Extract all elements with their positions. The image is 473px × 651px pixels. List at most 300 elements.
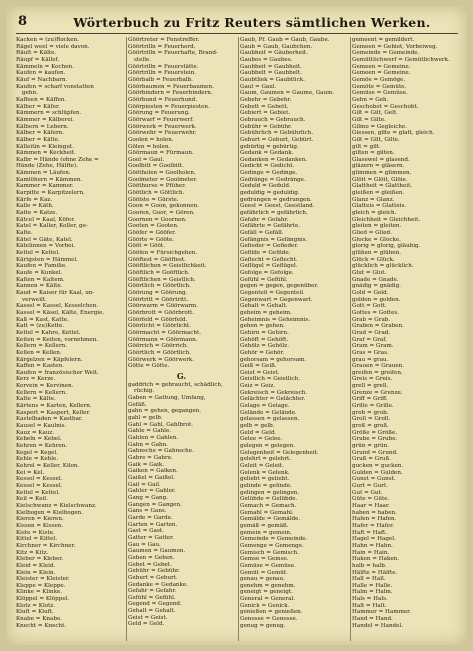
entry-line: gehn. (22, 90, 38, 97)
entry-line: Gaben = Gattung, Umfang, (128, 395, 206, 402)
entry-line: Goornen = Goornen. (128, 216, 187, 223)
entry-line: Kämmer = Kälberei. (16, 116, 75, 123)
entry-line: Glocke = Glocke. (352, 236, 401, 243)
entry-line: Gebiert = Gebiet. (240, 110, 291, 117)
entry-line: Gehn = Geh. (352, 96, 389, 103)
entry-line: Hain = Hain. (352, 549, 390, 556)
entry-line: Gunst = Gunst. (352, 476, 396, 483)
entry-line: Kaufen = Familie. (16, 263, 67, 270)
entry-line: gahn = gehen, gegangen. (128, 408, 202, 415)
entry-line: geduldig = geduldig. (240, 190, 300, 197)
entry-line: Geiß = Geiß. (240, 363, 277, 370)
entry-line: golden = golden. (352, 296, 401, 303)
entry-line: Gras = Gras. (352, 349, 389, 356)
entry-line: Handel = Handel. (352, 622, 404, 629)
entry-line: Gemälde = Gemälde. (240, 516, 301, 523)
entry-line: Gangen = Gangen. (128, 501, 182, 508)
entry-line: Gehör = Gehör. (240, 349, 285, 356)
entry-line: Kittel = Kittel. (16, 536, 58, 543)
entry-line: Gefilde = Gefilde. (240, 250, 291, 256)
entry-line: Göörwerk = Feuerwerk. (128, 123, 197, 130)
entry-line: Kaß = Kast, Katte. (16, 316, 69, 323)
entry-line: Gööfen = Fürsichgehen. (128, 250, 198, 256)
entry-line: Kälbern = Lebern. (16, 123, 69, 130)
entry-line: Gruß = Gruß. (352, 456, 391, 463)
entry-line: Gaiken = Gaiken. (128, 468, 178, 475)
entry-line: gemäß = gemäß. (240, 522, 289, 529)
entry-line: Kassel = Käsel, Kälte, Energie. (16, 309, 105, 316)
entry-line: Genosse = Genosse. (240, 616, 298, 623)
entry-line: gemein = gemein. (240, 529, 292, 536)
entry-line: Kalte. (16, 230, 33, 237)
entry-line: Gaubbelt = Gaubbelt. (240, 70, 302, 77)
entry-line: Kaufen = französischer Welt. (16, 369, 99, 376)
entry-line: Glück = Glück. (352, 256, 395, 263)
entry-line: Gemeinde = Gemeinde. (352, 50, 420, 57)
entry-line: grob = grob. (352, 409, 389, 416)
entry-line: Haken = Haken. (352, 556, 400, 563)
entry-line: gebürtig = gebürtig. (240, 143, 299, 150)
column-divider (350, 37, 351, 641)
entry-line: Kämmern = schlüpfen. (16, 110, 82, 117)
entry-line: Glut = Glut. (352, 269, 387, 276)
entry-line: Genick = Genick. (240, 602, 290, 609)
entry-line: Gulden = Gulden. (352, 469, 403, 476)
entry-line: gelinde = gelinde. (240, 482, 292, 489)
column-divider (126, 37, 127, 641)
entry-line: Groll = Groll. (352, 416, 391, 423)
entry-line: Giessen, gilte = glatt, gleich. (352, 130, 435, 137)
entry-line: Källeitin = Kleingut. (16, 143, 74, 150)
entry-line: Kleber = Kleber. (16, 556, 64, 563)
entry-line: rüchig. (134, 388, 155, 395)
entry-line: Gedanken = Gedanken. (240, 156, 308, 163)
entry-line: grün = grün. (352, 443, 389, 450)
entry-line: Gehöft = Gehöft. (240, 336, 289, 343)
entry-line: Haft = Haft. (352, 529, 388, 536)
entry-line: Klotz = Klotz. (16, 602, 56, 609)
entry-line: Kätcel = Kaal, Köfer. (16, 216, 76, 223)
entry-line: Kielschwanz = Kielschwanz. (16, 502, 97, 509)
entry-line: genug = genug. (240, 622, 286, 629)
entry-line: Griff = Griff. (352, 396, 388, 403)
entry-line: Gahn = Gahn. (128, 441, 169, 448)
entry-line: Göörbaumen = Feuerbaumen. (128, 83, 214, 90)
entry-line: Göörmann = Göörmann. (128, 336, 198, 343)
entry-line: gelegen = gelegen. (240, 443, 295, 450)
entry-line: G. (176, 370, 187, 381)
entry-line: Gehölz = Gehölz. (240, 343, 289, 350)
entry-line: General = General. (240, 596, 296, 603)
entry-line: Geistlich = Geistlich. (240, 376, 301, 383)
entry-line: Gut = Gut. (352, 489, 383, 496)
entry-line: Göörwarf = Feuerwerf. (128, 116, 194, 123)
entry-line: Kalbr = Hände (ohne Zehe = (16, 156, 99, 163)
entry-line: Göörung = Feuerung. (128, 110, 190, 117)
entry-line: Gau = Gau. (128, 541, 161, 548)
entry-line: Grauen = Grauen. (352, 363, 405, 370)
entry-line: Gebrauch = Gebrauch. (240, 116, 306, 123)
entry-line: Gedicht = Gedicht. (240, 163, 295, 170)
entry-line: Kausel = Kaulnis. (16, 423, 67, 430)
entry-line: Geburt = Geburt, Gebürt. (240, 136, 314, 143)
entry-line: Gans = Gans. (128, 508, 167, 515)
entry-line: Geschobet = Geschobt. (352, 103, 419, 110)
entry-line: Göörbindern = Feuerbindern. (128, 90, 213, 97)
entry-line: Graf = Graf. (352, 336, 387, 343)
entry-line: Räupf = Källef. (16, 56, 60, 63)
entry-line: Gefieder = Gefieder. (240, 243, 299, 250)
entry-line: Gram = Gram. (352, 343, 394, 350)
entry-line: Göörpiesten = Feuerpiesten. (128, 103, 210, 110)
entry-line: Gedank = Gedank. (240, 150, 294, 157)
entry-line: Gefahr = Gefahr. (128, 588, 177, 595)
entry-line: gelassen = gelassen. (240, 416, 300, 423)
entry-line: Gaubtliek = Gaubtlick. (240, 76, 305, 83)
entry-line: gedrungen = gedrungen. (240, 196, 312, 203)
entry-line: Kaufe = Kunkel. (16, 269, 63, 276)
entry-line: Geflügel = Geflügel. (240, 263, 298, 270)
entry-line: Kämmen = Läufen. (16, 170, 71, 177)
entry-line: Grad = Grad. (352, 329, 391, 336)
entry-line: Geleit = Geleit. (240, 463, 284, 469)
entry-line: Hände (Zehe, Hälfte). (16, 163, 78, 170)
entry-line: Kacken = (zu)Rocken. (16, 37, 79, 43)
entry-line: gleißen = gleißen. (352, 190, 405, 197)
entry-line: Kebeln = Kebel. (16, 436, 62, 443)
entry-line: grell = grell. (352, 383, 389, 390)
entry-line: Göörtreter = Fenstreffer. (128, 37, 200, 43)
entry-line: Gelage = Gelage. (240, 403, 290, 410)
entry-line: Rägel weel = viele davon. (16, 43, 90, 50)
entry-line: Gahnsche = Gahnsche. (128, 448, 194, 455)
entry-line: Grube = Grube. (352, 436, 398, 443)
entry-line: genehm = genehm. (240, 582, 296, 589)
entry-line: verweilt. (22, 296, 47, 303)
entry-line: Hand = Hand. (352, 616, 393, 623)
entry-line: Halle = Halle. (352, 582, 393, 589)
entry-line: Gang = Gang. (128, 494, 168, 501)
entry-line: Kieren = Kieren. (16, 516, 64, 523)
entry-line: Gedränge = Gedränge. (240, 176, 306, 183)
entry-line: Kärtgsten = Hämmel. (16, 256, 78, 263)
entry-line: Gool = Gaul. (128, 156, 165, 163)
entry-line: Gemüse = Gemüse. (240, 562, 296, 569)
entry-line: gaddrich = gebraucht, schädlich, (128, 381, 223, 388)
entry-line: glimmen = glimmen. (352, 170, 412, 177)
entry-line: Gehirn = Gehirn. (240, 329, 289, 336)
entry-line: Göötholen = Goolholen. (128, 170, 196, 177)
header-rule (16, 33, 458, 34)
entry-line: Gemeinde = Gemeinde. (240, 536, 308, 543)
entry-line: Kleister = Kleister. (16, 576, 70, 583)
entry-line: gnädig = gnädig. (352, 283, 401, 290)
entry-line: Geest = Geest, Geestland. (240, 203, 315, 210)
entry-line: Geld = Geld. (240, 429, 277, 436)
entry-line: Glöit = Glöit, Glöie. (352, 176, 408, 183)
entry-line: Kärfe = Kaz. (16, 196, 53, 203)
entry-line: Göörwerk = Göörwerk. (128, 356, 195, 363)
entry-line: Klöppel = Klöppel. (16, 596, 70, 603)
entry-line: genau = genau. (240, 576, 285, 583)
entry-line: Götte = Götte. (128, 363, 170, 370)
entry-line: Geheimnis = Geheimnis. (240, 316, 311, 323)
entry-line: Kätel = Gäte, Katel. (16, 236, 73, 243)
entry-line: Gahle = Gahle. (128, 428, 172, 435)
entry-line: Hammer = Hammer. (352, 609, 412, 616)
entry-line: Geflecht = Geflecht. (240, 256, 298, 263)
entry-line: Kauz = Kauz. (16, 429, 55, 436)
entry-line: Graben = Graben. (352, 323, 404, 330)
entry-line: Kerz = Kerze. (16, 376, 56, 383)
entry-line: Gedanke = Gedanke. (128, 581, 189, 588)
entry-line: Göörte = Gööte. (128, 236, 175, 243)
entry-line: Göölste = Gürste. (128, 196, 179, 203)
entry-line: Gahre = Gahre. (128, 455, 173, 462)
entry-line: Gööftlichen = Geistlichkeit. (128, 263, 207, 270)
entry-line: Kleid = Kleid. (16, 562, 56, 569)
entry-line: Gahler = Gahler. (128, 488, 176, 495)
entry-line: Gemüt = Gemüt. (240, 569, 288, 576)
entry-line: Gefäll = Gefäll. (240, 230, 284, 237)
entry-line: Kessel = Kessel. (16, 476, 63, 483)
entry-line: Gefährte = Gefährte. (240, 223, 301, 230)
entry-line: Kitz = Kitz. (16, 549, 49, 556)
entry-line: gelehrt = gelehrt. (240, 456, 292, 463)
entry-line: Göörmaun = Fürmaun. (128, 150, 194, 157)
entry-line: glühen = glühen. (352, 250, 401, 256)
entry-line: Kehle = Kehle. (16, 456, 59, 463)
entry-line: Gilt = Gilt, Gelt. (352, 110, 398, 117)
entry-line: genießen = genießen. (240, 609, 303, 616)
entry-line: Kel = Kel. (16, 469, 45, 476)
entry-line: Glattheit = Glattheit. (352, 183, 413, 190)
entry-line: Kehren = Kehren. (16, 443, 68, 450)
entry-line: Halm = Halm. (352, 589, 393, 596)
entry-line: Gaum, Gaumen = Gaume, Gaum. (240, 90, 335, 97)
column-3 (240, 37, 347, 641)
entry-line: Kettel = Kettel. (16, 250, 60, 256)
entry-line: Kalten = Kaltem. (16, 276, 65, 283)
page-title: Wörterbuch zu Fritz Reuters sämtlichen Werken. (73, 15, 431, 30)
entry-line: Kassel = Kassel, Kesselchen. (16, 303, 99, 310)
entry-line: Göörwehr = Feuerwehr. (128, 130, 197, 137)
entry-line: Göötlich = Göttlich. (128, 190, 185, 197)
entry-line: Gaubes = Gaubes. (240, 56, 293, 63)
entry-line: Gemeen = Gebiet, Vorbeiweg. (352, 43, 438, 50)
entry-line: Göörbund = Feuerhund. (128, 96, 198, 103)
entry-line: Kälber = Käfern. (16, 130, 65, 137)
entry-line: Größe = Größe. (352, 429, 398, 436)
entry-line: Käuf = Nachbarn. (16, 76, 68, 83)
entry-line: Kellern = Kellern. (16, 343, 68, 350)
entry-line: Hals = Hals. (352, 596, 388, 603)
entry-line: Kluft = Kluft. (16, 609, 54, 616)
entry-line: Gebett = Gebett. (240, 103, 289, 110)
entry-line: gucken = gucken. (352, 463, 404, 469)
entry-line: Gold = Gold. (352, 289, 389, 296)
entry-line: Gelenk = Gelenk. (240, 469, 290, 476)
entry-line: Geduld = Geduld. (240, 183, 291, 190)
page-header (16, 14, 458, 32)
entry-line: Gööftest = Gööftest. (128, 256, 186, 263)
entry-line: Kaufen = kaufen. (16, 70, 66, 77)
entry-line: Keiten = Keiten, vornehmen. (16, 336, 99, 343)
entry-line: Knabe = Knabe. (16, 616, 63, 623)
entry-line: Kätelinnen = Vorbei. (16, 243, 76, 250)
entry-line: Gebehr = Gebehr. (240, 96, 292, 103)
entry-line: Kämmen = Keckheit. (16, 150, 76, 157)
entry-line: Gööt = Gööt. (128, 243, 165, 250)
entry-line: gläzern = gläsern. (352, 163, 405, 170)
entry-line: Gegend = Gegend. (128, 601, 182, 608)
entry-line: Gelände = Gelände. (240, 409, 297, 416)
entry-line: Kaspert = Kaspert, Keller. (16, 409, 91, 416)
entry-line: Gölen = holen. (128, 143, 171, 150)
entry-line: Knecht = Knecht. (16, 622, 67, 629)
entry-line: Gemöe = Gemöge. (352, 76, 406, 83)
entry-line: gilten = gilten. (352, 150, 395, 157)
entry-line: Göörmacht = Göörmacht. (128, 329, 202, 336)
entry-line: Gemse = Gemse. (240, 556, 289, 563)
entry-line: geliebt = geliebt. (240, 476, 290, 483)
entry-line: Grund = Grund. (352, 449, 398, 456)
entry-line: Grille = Grille. (352, 403, 394, 410)
column-divider (238, 37, 239, 641)
entry-line: Gaumen = Gaumen. (128, 548, 186, 555)
entry-line: Göörbalb = Feuerbalb. (128, 76, 193, 83)
entry-line: gilt = gilt. (352, 143, 381, 150)
entry-line: gehorsam = gehorsam. (240, 356, 307, 363)
entry-line: Kehrel = Keller, Kilon. (16, 463, 80, 469)
entry-line: Goolmeter = Goolmeter. (128, 176, 198, 183)
entry-line: Güte = Güte. (352, 496, 390, 503)
entry-line: Hagel = Hagel. (352, 536, 396, 543)
entry-line: Gekreisch = Gekreisch. (240, 389, 308, 396)
entry-line: gleich = gleich. (352, 210, 397, 217)
entry-line: Gemach = Gemach. (240, 502, 297, 509)
entry-line: Gehalt = Gehalt. (128, 608, 176, 615)
entry-line: Grenze = Grenze. (352, 389, 403, 396)
entry-line: glücklich = glücklich. (352, 263, 414, 270)
entry-line: geneigt = geneigt. (240, 589, 293, 596)
entry-line: Gebet = Gebet. (128, 561, 172, 568)
entry-line: halb = halb. (352, 562, 387, 569)
entry-line: Haar = Haar. (352, 502, 390, 509)
entry-line: Räult = Kälte. (16, 50, 57, 57)
entry-line: Gilt = Gilt, Gilte. (352, 136, 400, 143)
entry-line: Gahlen = Gahlen. (128, 435, 179, 442)
entry-line: Göörfeld = Göörfeld. (128, 316, 188, 323)
entry-line: Kaffeen = Käffen. (16, 96, 67, 103)
entry-line: greifen = greifen. (352, 369, 403, 376)
entry-line: Goon = Goon, gekonnen. (128, 203, 199, 210)
entry-line: Greis = Greis. (352, 376, 393, 383)
entry-line: Gemüse = Gemüse. (352, 90, 408, 97)
entry-line: Gaul = Gaul. (240, 83, 277, 90)
entry-line: Gemenge = Gemenge. (240, 542, 304, 549)
entry-line: Gööthurse = Pfüher. (128, 183, 186, 190)
entry-line: Gilmo = Gegleiche. (352, 123, 408, 130)
entry-line: Gaub, Pf. Gaub = Gaub, Gaube. (240, 37, 330, 43)
column-4 (352, 37, 459, 641)
entry-line: Kellern = Kellern. (16, 389, 68, 396)
entry-line: Gemisch = Gemisch. (240, 549, 299, 556)
entry-line: Gebührlich = Gebührlich. (240, 130, 314, 137)
entry-line: Kälber = Kälte. (16, 136, 60, 143)
entry-line: Kaffen = Kasten. (16, 363, 64, 370)
entry-line: gelingen = gelingen. (240, 489, 300, 496)
entry-line: gelb = gelb. (240, 423, 275, 430)
entry-line: Gelächter = Gelächter. (240, 396, 306, 403)
entry-line: Göörtlich = Göörtlich. (128, 349, 191, 356)
entry-line: Geiz = Geiz. (240, 383, 276, 390)
entry-line: Gaißel = Gaißel. (128, 475, 175, 481)
entry-line: Garde = Garde. (128, 514, 173, 521)
entry-line: stelle. (134, 56, 152, 63)
entry-line: Göörung = Göörung. (128, 289, 188, 296)
entry-line: Katte = Katze. (16, 210, 58, 217)
entry-line: Gemeen = Gemeine. (352, 70, 411, 77)
entry-line: Gemahl = Gemahl. (240, 509, 294, 516)
entry-line: gegen = gegen, gegenüber. (240, 283, 319, 290)
entry-line: Geld = Geld. (128, 621, 165, 628)
entry-line: Kämmeln = Kochen. (16, 63, 74, 70)
entry-line: Gast = Gast. (128, 528, 164, 535)
entry-line: Göörtrilln = Feuerherd. (128, 43, 196, 50)
entry-line: Kalle = Käth. (16, 203, 54, 210)
entry-line: Gegenwart = Gegenwart. (240, 296, 313, 303)
entry-line: Gnade = Gnade. (352, 276, 399, 283)
entry-line: Katel = Kaller, Koller, ge- (16, 223, 88, 230)
entry-line: Kärgelzen = Käpfelern. (16, 356, 83, 363)
entry-line: Gemeen = Gemeine. (352, 63, 411, 70)
entry-line: Hall = Hall. (352, 576, 386, 583)
entry-line: Kleppe = Kleppe. (16, 582, 66, 589)
entry-line: Gahl = Gahl, Gahlbrot. (128, 421, 194, 428)
entry-line: Gööftlichen = Geistlich. (128, 276, 196, 283)
entry-line: Kegel = Kegel. (16, 449, 59, 456)
entry-line: Gelübde = Gelübde. (240, 496, 298, 503)
entry-line: Gebühr = Gebühr. (128, 568, 180, 575)
entry-line: Klinke = Klinke. (16, 589, 63, 596)
entry-line: Gööfer = Gööfer. (128, 230, 176, 237)
entry-line: Gottes = Gottes. (352, 309, 400, 316)
entry-line: Glied = Glied. (352, 230, 392, 237)
entry-line: Halt = Halt. (352, 602, 387, 609)
entry-line: Kielbogen = Kielbogen. (16, 509, 84, 516)
entry-line: Geist = Geist. (128, 614, 168, 621)
entry-line: Kirchner = Kirchner. (16, 542, 76, 549)
entry-line: Glanz = Glanz. (352, 196, 395, 203)
entry-line: Gefühl = Gefühl. (128, 594, 176, 601)
entry-line: Goolbitt = Goolbitt. (128, 163, 184, 170)
entry-line: Gleichheit = Gleichheit. (352, 216, 421, 223)
entry-line: Kettel = Kettel. (16, 489, 60, 496)
entry-line: Gegenteil = Gegenteil. (240, 289, 305, 296)
entry-line: Geburt = Geburt. (128, 574, 178, 581)
page-number: 8 (18, 14, 28, 29)
entry-line: gefährlich = gefährlich. (240, 210, 308, 217)
entry-line: gehen = gehen. (240, 323, 285, 330)
entry-line: Kervein = Kervinen. (16, 383, 74, 390)
entry-line: Glatteis = Glatteis. (352, 203, 407, 210)
entry-line: Kiste = Kiste. (16, 529, 55, 536)
entry-line: grau = grau. (352, 356, 389, 363)
entry-line: Gaik = Gaik. (128, 461, 164, 468)
column-1 (16, 37, 123, 641)
entry-line: Kastelbaden = Kastbar. (16, 416, 83, 423)
